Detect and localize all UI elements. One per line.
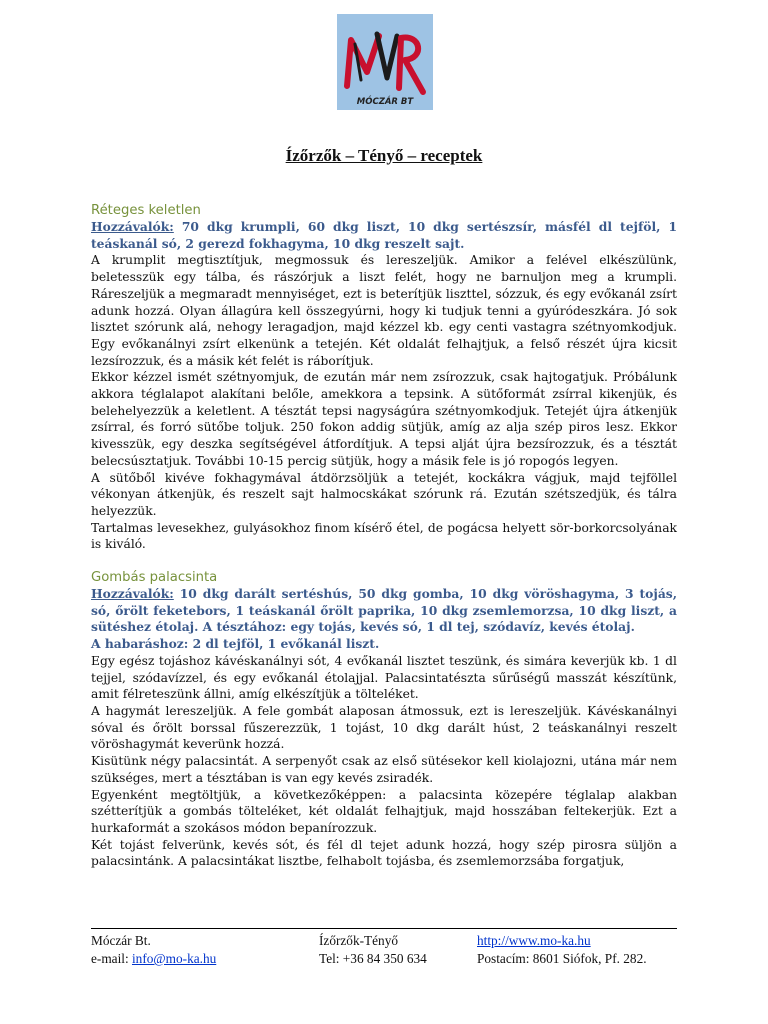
page-title: Ízőrzők – Tényő – receptek bbox=[285, 146, 483, 165]
ingredients-label: Hozzávalók: bbox=[91, 586, 174, 602]
recipe-ingredients bbox=[91, 586, 677, 636]
ingredients-text: 10 dkg darált sertéshús, 50 dkg gomba, 10 dkg vöröshagyma, 3 tojás, só, őrölt feketebors, 1 teáskanál őrölt paprika, 10 dkg zsemlemorzsa, 10 dkg liszt, a sütéshez étolaj. A tésztához: egy tojás, kevés só, 1 dl tej, szódavíz, kevés étolaj. bbox=[91, 586, 677, 635]
ingredients-label: Hozzávalók: bbox=[91, 219, 174, 234]
recipe-paragraph: Egyenként megtöltjük, a következőképpen: a palacsinta közepére téglalap alakban szétterítjük a gombás tölteléket, két oldalát felhajtjuk, majd hosszában feltekerjük. Ezt a hurkaformát a szokásos módon bepanírozzuk. bbox=[91, 787, 677, 835]
footer-email-label: e-mail: bbox=[91, 951, 132, 966]
footer-row-2 bbox=[91, 950, 677, 968]
footer-row-1 bbox=[91, 932, 677, 950]
recipe-ingredients-extra: A habaráshoz: 2 dl tejföl, 1 evőkanál liszt. bbox=[91, 636, 380, 652]
footer-document-name: Ízőrzők-Tényő bbox=[319, 933, 399, 948]
recipe-heading: Réteges keletlen bbox=[91, 203, 201, 218]
recipe-list bbox=[91, 202, 677, 870]
footer-email bbox=[91, 950, 319, 968]
logo-text: MÓCZÁR BT bbox=[356, 97, 414, 107]
section-spacer bbox=[91, 553, 677, 569]
recipe-paragraph: A sütőből kivéve fokhagymával átdörzsöljük a tetejét, kockákra vágjuk, majd tejföllel vékonyan átkenjük, és reszelt sajt halmocskákat szórunk rá. Ezután szétszedjük, és tálra helyezzük. bbox=[91, 470, 677, 518]
recipe-paragraph: A hagymát lereszeljük. A fele gombát alaposan átmossuk, ezt is lereszeljük. Kávéskanálnyi sóval és őrölt borssal fűszerezzük, 1 tojást, 10 dkg darált húst, 2 teáskanálnyi reszelt vöröshagymát keverünk hozzá. bbox=[91, 703, 677, 752]
recipe-paragraph: Kisütünk négy palacsintát. A serpenyőt csak az első sütésekor kell kiolajozni, utána már nem szükséges, mert a tésztában is van egy kevés zsiradék. bbox=[91, 754, 677, 785]
recipe-section bbox=[91, 202, 677, 553]
recipe-paragraph: Egy egész tojáshoz kávéskanálnyi sót, 4 evőkanál lisztet teszünk, és simára keverjük kb. 1 dl tejjel, szódavízzel, és egy evőkanál étolajjal. Palacsintatészta sűrűségű masszát készítünk, amit félreteszünk állni, amíg elkészítjük a tölteléket. bbox=[91, 653, 677, 702]
footer-website-link[interactable]: http://www.mo-ka.hu bbox=[477, 933, 591, 948]
recipe-heading: Gombás palacsinta bbox=[91, 570, 218, 586]
company-logo bbox=[337, 14, 433, 110]
footer-phone: Tel: +36 84 350 634 bbox=[319, 951, 427, 966]
recipe-content bbox=[91, 202, 677, 870]
recipe-paragraph: Tartalmas levesekhez, gulyásokhoz finom kísérő étel, de pogácsa helyett sör-borkorcsolyának is kiváló. bbox=[91, 520, 677, 552]
recipe-paragraph: Ekkor kézzel ismét szétnyomjuk, de ezután már nem zsírozzuk, csak hajtogatjuk. Próbálunk akkora téglalapot alakítani belőle, amekkora a tepsink. A sütőformát zsírral kikenjük, és belehelyezzük a keletlent. A tésztát tepsi nagyságúra szétnyomkodjuk. Tetejét újra átkenjük zsírral, és forró sütőbe toljuk. 250 fokon addig sütjük, amíg az alja szép piros lesz. Ekkor kivesszük, egy deszka segítségével átfordítjuk. A tepsi alját újra bezsírozzuk, és a tésztát belecsúsztatjuk. További 10-15 percig sütjük, hogy a másik fele is jó ropogós legyen. bbox=[91, 370, 677, 468]
ingredients-text: 70 dkg krumpli, 60 dkg liszt, 10 dkg sertészsír, másfél dl tejföl, 1 teáskanál só, 2 gerezd fokhagyma, 10 dkg reszelt sajt. bbox=[91, 219, 677, 251]
recipe-section bbox=[91, 569, 677, 870]
footer-address: Postacím: 8601 Siófok, Pf. 282. bbox=[477, 951, 647, 966]
footer-company: Móczár Bt. bbox=[91, 933, 151, 948]
page-footer bbox=[91, 928, 677, 968]
recipe-ingredients bbox=[91, 219, 677, 252]
recipe-paragraph: Két tojást felverünk, kevés sót, és fél dl tejet adunk hozzá, hogy szép pirosra süljön a palacsintánk. A palacsintákat lisztbe, felhabolt tojásba, és zsemlemorzsába forgatjuk, bbox=[91, 837, 677, 869]
footer-email-link[interactable]: info@mo-ka.hu bbox=[131, 951, 217, 966]
recipe-paragraph: A krumplit megtisztítjuk, megmossuk és lereszeljük. Amikor a felével elkészülünk, beletesszük egy tálba, és rászórjuk a liszt felét, hogy ne barnuljon meg a krumpli. Ráreszeljük a megmaradt mennyiséget, ezt is beterítjük liszttel, sózzuk, és egy evőkanál zsírt adunk hozzá. Olyan állagúra kell összegyúrni, hogy ki tudjuk tenni a gyúródeszkára. Jó sok lisztet szórunk alá, nehogy leragadjon, majd kézzel kb. egy centi vastagra szétnyomkodjuk. Egy evőkanálnyi zsírt elkenünk a tetején. Két oldalát felhajtjuk, a felső részét újra kicsit lezsírozzuk, és a másik két felét is ráborítjuk. bbox=[91, 253, 677, 368]
